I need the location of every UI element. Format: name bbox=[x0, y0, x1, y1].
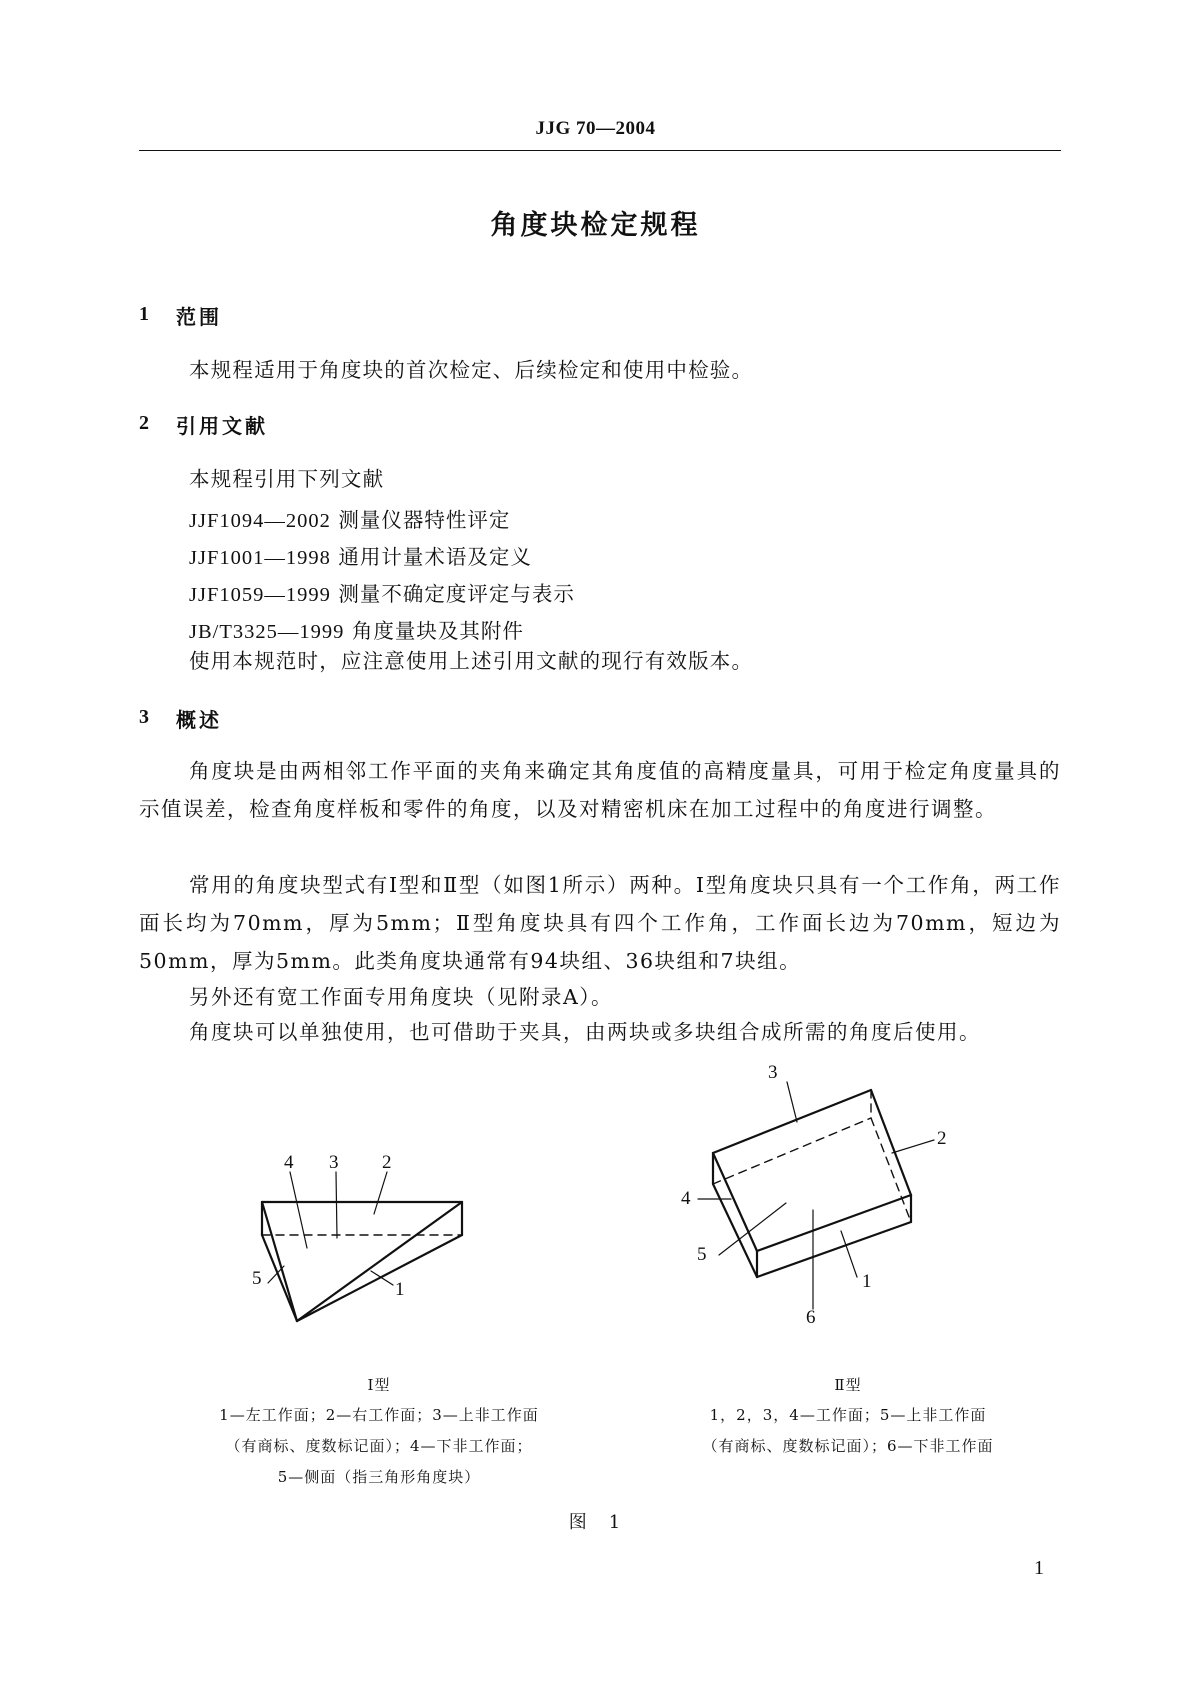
type-2-angle-block-drawing bbox=[698, 1082, 934, 1309]
reference-code: JJF1059—1999 bbox=[189, 584, 331, 606]
reference-name: 角度量块及其附件 bbox=[351, 619, 524, 643]
leader-line-3 bbox=[336, 1172, 337, 1238]
figure-caption: 图 1 bbox=[568, 1512, 623, 1533]
reference-code: JJF1001—1998 bbox=[189, 547, 331, 569]
leader-line-4 bbox=[290, 1172, 307, 1248]
type-1-caption-line: 5—侧面（指三角形角度块） bbox=[277, 1468, 481, 1486]
type-1-bottom-right-edge bbox=[297, 1235, 462, 1321]
leader-line-2 bbox=[892, 1140, 934, 1153]
type-1-label-3: 3 bbox=[329, 1152, 339, 1173]
type-2-type-label: Ⅱ型 bbox=[834, 1376, 862, 1394]
type-2-hidden-back-edge bbox=[713, 1118, 871, 1184]
overview-paragraph-4: 角度块可以单独使用，也可借助于夹具，由两块或多块组合成所需的角度后使用。 bbox=[189, 1020, 981, 1044]
type-2-back-top-edge bbox=[713, 1090, 871, 1153]
type-1-side-edge bbox=[262, 1235, 297, 1321]
reference-code: JB/T3325—1999 bbox=[189, 621, 345, 643]
section-2-number: 2 bbox=[139, 412, 149, 434]
type-1-label-2: 2 bbox=[382, 1152, 392, 1173]
reference-code: JJF1094—2002 bbox=[189, 510, 331, 532]
page-title: 角度块检定规程 bbox=[490, 210, 701, 241]
type-1-label-4: 4 bbox=[284, 1152, 294, 1173]
overview-paragraph-2: 常用的角度块型式有Ⅰ型和Ⅱ型（如图1所示）两种。Ⅰ型角度块只具有一个工作角，两工作面长均为70mm，厚为5mm；Ⅱ型角度块具有四个工作角，工作面长边为70mm，短边为50mm，厚为5mm。此类角度块通常有94块组、36块组和7块组。 bbox=[139, 873, 1061, 973]
section-2-title: 引用文献 bbox=[176, 414, 268, 438]
type-2-label-3: 3 bbox=[768, 1062, 778, 1083]
type-1-front-right-edge bbox=[297, 1202, 462, 1321]
type-1-label-1: 1 bbox=[395, 1279, 405, 1300]
type-2-caption-line: 1，2，3，4—工作面；5—上非工作面 bbox=[709, 1406, 987, 1424]
leader-line-1 bbox=[841, 1231, 857, 1277]
reference-name: 通用计量术语及定义 bbox=[338, 545, 532, 569]
type-2-front-bottom-edge bbox=[757, 1222, 911, 1277]
type-2-label-2: 2 bbox=[937, 1128, 947, 1149]
type-2-left-top-edge bbox=[713, 1153, 757, 1251]
section-1-number: 1 bbox=[139, 303, 149, 325]
type-1-label-5: 5 bbox=[252, 1268, 262, 1289]
reference-name: 测量仪器特性评定 bbox=[338, 508, 511, 532]
type-1-angle-block-drawing bbox=[262, 1172, 462, 1321]
section-3-number: 3 bbox=[139, 706, 149, 728]
overview-paragraph-3: 另外还有宽工作面专用角度块（见附录A）。 bbox=[189, 985, 614, 1009]
type-2-right-top-edge bbox=[871, 1090, 911, 1195]
standard-code: JJG 70—2004 bbox=[535, 118, 656, 139]
type-2-label-6: 6 bbox=[806, 1307, 816, 1328]
page-number: 1 bbox=[1034, 1557, 1044, 1579]
reference-name: 测量不确定度评定与表示 bbox=[338, 582, 575, 606]
leader-line-3 bbox=[787, 1082, 797, 1122]
type-1-front-left-edge bbox=[262, 1202, 297, 1321]
type-1-caption-line: （有商标、度数标记面）；4—下非工作面； bbox=[225, 1437, 533, 1455]
section-1-title: 范围 bbox=[176, 305, 222, 329]
type-2-label-4: 4 bbox=[681, 1188, 691, 1209]
overview-paragraph-1: 角度块是由两相邻工作平面的夹角来确定其角度值的高精度量具，可用于检定角度量具的示值误差，检查角度样板和零件的角度，以及对精密机床在加工过程中的角度进行调整。 bbox=[139, 759, 1061, 821]
type-1-type-label: Ⅰ型 bbox=[367, 1376, 391, 1394]
type-1-caption-line: 1—左工作面；2—右工作面；3—上非工作面 bbox=[219, 1406, 539, 1424]
type-2-caption-line: （有商标、度数标记面）；6—下非工作面 bbox=[702, 1437, 994, 1455]
references-intro: 本规程引用下列文献 bbox=[189, 467, 385, 491]
type-2-label-5: 5 bbox=[697, 1244, 707, 1265]
section-3-title: 概述 bbox=[176, 708, 222, 732]
type-2-front-top-edge bbox=[757, 1195, 911, 1251]
type-2-label-1: 1 bbox=[862, 1271, 872, 1292]
leader-line-5 bbox=[719, 1203, 786, 1255]
references-note: 使用本规范时，应注意使用上述引用文献的现行有效版本。 bbox=[189, 649, 754, 673]
leader-line-2 bbox=[374, 1172, 387, 1214]
section-1-paragraph: 本规程适用于角度块的首次检定、后续检定和使用中检验。 bbox=[189, 358, 754, 382]
